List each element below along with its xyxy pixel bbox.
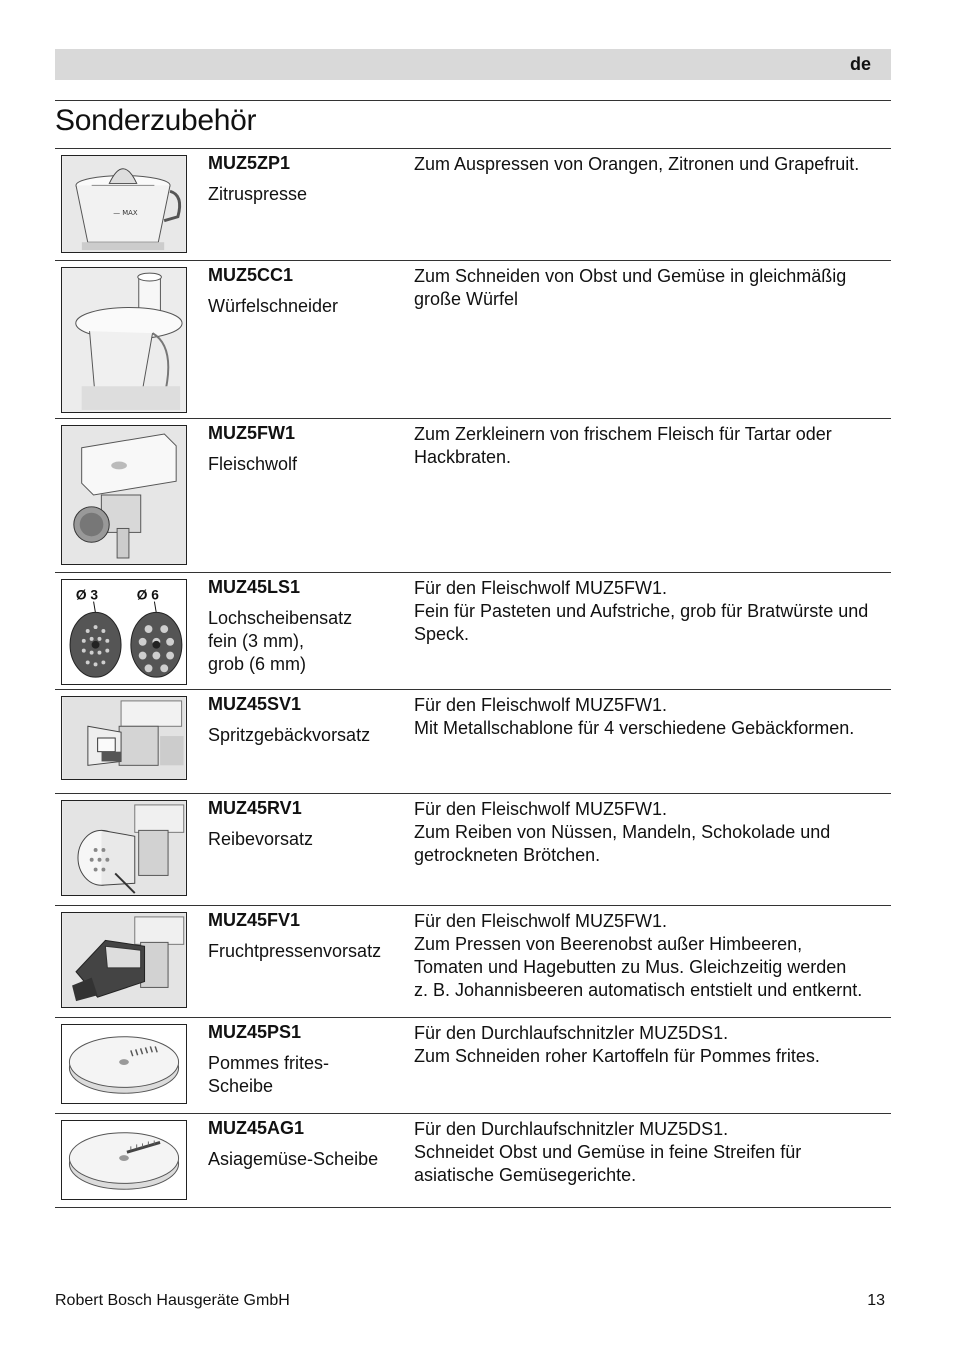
model-number: MUZ45LS1 — [208, 577, 301, 597]
svg-text:Ø 3: Ø 3 — [75, 587, 99, 603]
accessory-row — [55, 1017, 891, 1113]
svg-text:Ø 6: Ø 6 — [136, 587, 159, 603]
accessory-row — [55, 1113, 891, 1208]
accessory-name: Würfelschneider — [208, 296, 339, 316]
accessory-description: Für den Fleischwolf MUZ5FW1. Fein für Pasteten und Aufstriche, grob für Bratwürste und Speck. — [414, 578, 869, 644]
accessory-row — [55, 689, 891, 793]
footer-company: Robert Bosch Hausgeräte GmbH — [55, 1292, 290, 1309]
accessory-name: Zitruspresse — [208, 184, 308, 204]
citrus-press-image — [61, 155, 187, 253]
accessory-name: Lochscheibensatz fein (3 mm), grob (6 mm) — [208, 608, 353, 674]
page-title: Sonderzubehör — [55, 104, 257, 137]
dicer-image — [61, 267, 187, 413]
accessory-description: Für den Durchlaufschnitzler MUZ5DS1. Schneidet Obst und Gemüse in feine Streifen für asiatische Gemüsegerichte. — [414, 1119, 802, 1185]
cookie-press-image — [61, 696, 187, 780]
accessory-name: Fruchtpressenvorsatz — [208, 941, 382, 961]
fruit-press-image — [61, 912, 187, 1008]
asian-vegetable-disc-image — [61, 1120, 187, 1200]
accessory-description: Für den Fleischwolf MUZ5FW1. Mit Metallschablone für 4 verschiedene Gebäckformen. — [414, 695, 855, 738]
accessory-description: Für den Fleischwolf MUZ5FW1. Zum Pressen von Beerenobst außer Himbeeren, Tomaten und Hagebutten zu Mus. Gleichzeitig werden z. B. Johannisbeeren automatisch entstielt und entkernt. — [414, 911, 863, 1000]
model-number: MUZ5FW1 — [208, 423, 295, 443]
title-divider — [55, 100, 891, 101]
model-number: MUZ45PS1 — [208, 1022, 302, 1042]
model-number: MUZ45RV1 — [208, 798, 302, 818]
perforated-discs-image — [61, 579, 187, 685]
meat-grinder-image — [61, 425, 187, 565]
accessory-row — [55, 572, 891, 689]
svg-text:— MAX: — MAX — [113, 208, 138, 217]
model-number: MUZ5ZP1 — [208, 153, 291, 173]
fries-disc-image — [61, 1024, 187, 1104]
language-label: de — [849, 54, 871, 74]
accessory-row — [55, 148, 891, 260]
accessory-name: Reibevorsatz — [208, 829, 314, 849]
model-number: MUZ45AG1 — [208, 1118, 305, 1138]
accessory-description: Zum Schneiden von Obst und Gemüse in gleichmäßig große Würfel — [414, 266, 847, 309]
accessory-name: Spritzgebäckvorsatz — [208, 725, 371, 745]
accessory-description: Zum Auspressen von Orangen, Zitronen und Grapefruit. — [414, 154, 860, 174]
accessory-name: Asiagemüse-Scheibe — [208, 1149, 379, 1169]
accessory-row — [55, 260, 891, 418]
accessory-description: Zum Zerkleinern von frischem Fleisch für Tartar oder Hackbraten. — [414, 424, 832, 467]
accessory-row — [55, 793, 891, 905]
model-number: MUZ45FV1 — [208, 910, 301, 930]
model-number: MUZ5CC1 — [208, 265, 294, 285]
grater-image — [61, 800, 187, 896]
accessory-row — [55, 905, 891, 1017]
accessory-description: Für den Durchlaufschnitzler MUZ5DS1. Zum Schneiden roher Kartoffeln für Pommes frites. — [414, 1023, 820, 1066]
accessory-name: Pommes frites- Scheibe — [208, 1053, 330, 1096]
accessory-row — [55, 418, 891, 572]
model-number: MUZ45SV1 — [208, 694, 302, 714]
accessory-description: Für den Fleischwolf MUZ5FW1. Zum Reiben von Nüssen, Mandeln, Schokolade und getrockneten Brötchen. — [414, 799, 831, 865]
accessory-name: Fleischwolf — [208, 454, 298, 474]
page-number: 13 — [867, 1292, 885, 1309]
language-bar — [55, 49, 891, 80]
